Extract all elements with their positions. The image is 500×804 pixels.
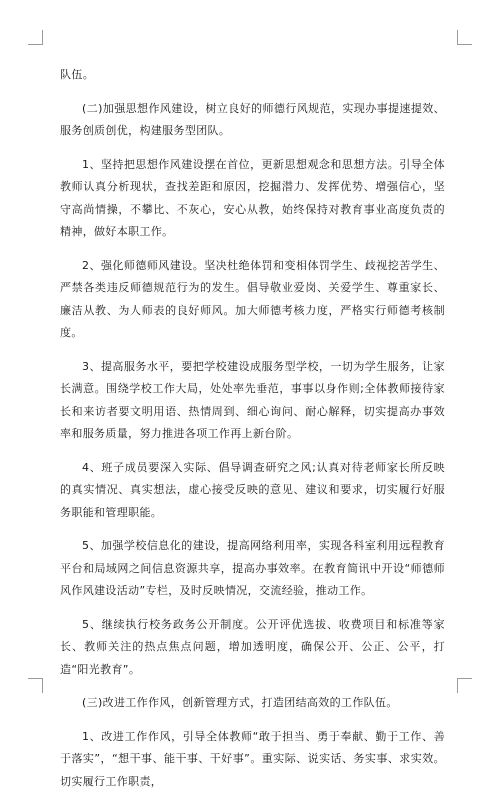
paragraph-item-2: 2、强化师德师风建设。坚决杜绝体罚和变相体罚学生、歧视挖苦学生、严禁各类违反师德规范行为的发生。倡导敬业爱岗、关爱学生、尊重家长、廉洁从教、为人师表的良好师风。加大师德考核力度，严格实行师德考核制度。 [60, 258, 445, 339]
paragraph-continuation: 队伍。 [60, 68, 95, 81]
crop-mark-top-right [457, 30, 472, 45]
crop-mark-bottom-left [28, 678, 43, 693]
document-body [60, 64, 445, 804]
paragraph-item-1: 1、坚持把思想作风建设摆在首位，更新思想观念和思想方法。引导全体教师认真分析现状，查找差距和原因，挖掘潜力、发挥优势、增强信心，坚守高尚情操，不攀比、不灰心，安心从教，始终保持对教育事业高度负责的精神，做好本职工作。 [60, 157, 445, 238]
paragraph-item-4: 4、班子成员要深入实际、倡导调查研究之风;认真对待老师家长所反映的真实情况、真实想法，虚心接受反映的意见、建议和要求，切实履行好服务职能和管理职能。 [60, 460, 445, 519]
paragraph-section-3-heading: (三)改进工作作风，创新管理方式，打造团结高效的工作队伍。 [82, 696, 398, 709]
paragraph-section-2-heading: (二)加强思想作风建设，树立良好的师德行风规范，实现办事提速提效、服务创质创优，构建服务型团队。 [60, 101, 445, 137]
paragraph-item-5b: 5、继续执行校务政务公开制度。公开评优选拔、收费项目和标准等家长、教师关注的热点焦点问题，增加透明度，确保公开、公正、公平，打造“阳光教育”。 [60, 617, 445, 676]
paragraph-item-5a: 5、加强学校信息化的建设，提高网络利用率，实现各科室利用远程教育平台和局域网之间信息资源共享，提高办事效率。在教育简讯中开设“师德师风作风建设活动”专栏，及时反映情况，交流经验，推动工作。 [60, 539, 445, 597]
paragraph-item-3: 3、提高服务水平，要把学校建设成服务型学校，一切为学生服务，让家长满意。围绕学校工作大局，处处率先垂范，事事以身作则;全体教师接待家长和来访者要文明用语、热情周到、细心询问、耐心解释，切实提高办事效率和服务质量，努力推进各项工作再上新台阶。 [60, 359, 445, 440]
paragraph-section-3-item-1: 1、改进工作作风，引导全体教师“敢于担当、勇于奉献、勤于工作、善于落实”，“想干事、能干事、干好事”。重实际、说实话、务实事、求实效。切实履行工作职责， [60, 729, 445, 788]
crop-mark-bottom-right [457, 678, 472, 693]
crop-mark-top-left [28, 30, 43, 45]
